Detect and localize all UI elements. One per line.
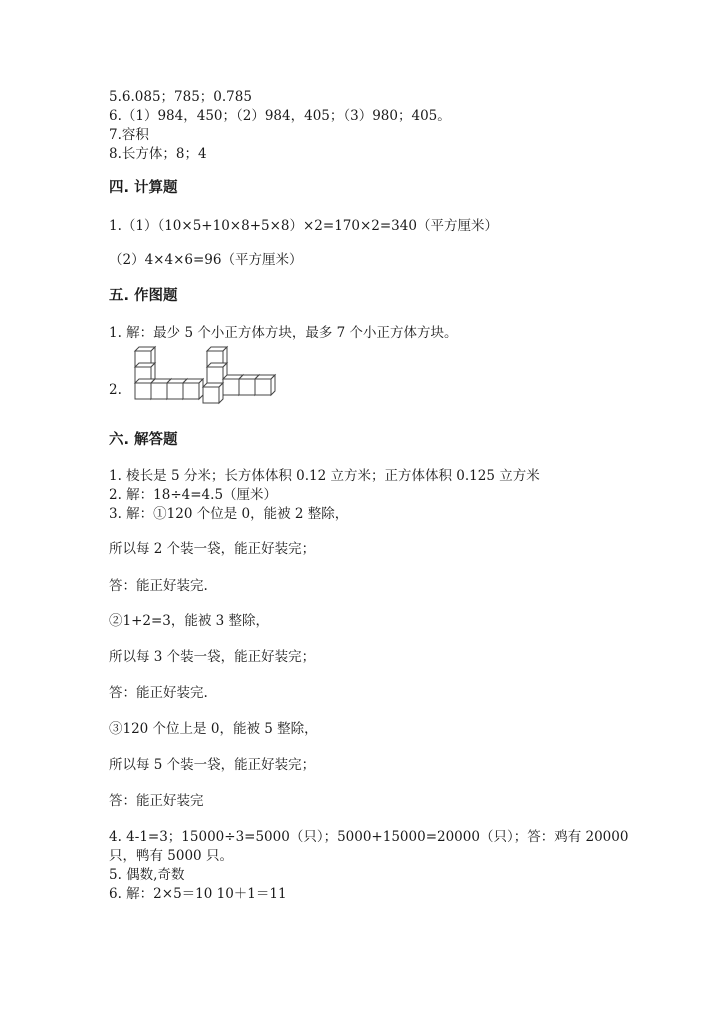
section-heading-drawing: 五. 作图题 [109, 288, 178, 304]
figure-number: 2. [109, 382, 122, 398]
answer-line-3-7: 7.容积 [109, 127, 149, 143]
section-heading-calculation: 四. 计算题 [109, 180, 178, 196]
answer-line-6-2: 2. 解：18÷4=4.5（厘米） [109, 487, 278, 503]
answer-line-6-3f: 答：能正好装完. [109, 685, 208, 701]
answer-line-6-3i: 答：能正好装完 [109, 793, 204, 809]
answer-line-6-1: 1. 棱长是 5 分米；长方体体积 0.12 立方米；正方体体积 0.125 立方米 [109, 468, 540, 484]
answer-line-6-3d: ②1+2=3，能被 3 整除， [109, 613, 270, 629]
answer-line-6-3a: 3. 解：①120 个位是 0，能被 2 整除， [109, 506, 349, 522]
cube [255, 375, 275, 395]
answer-line-4-1: 1.（1）（10×5+10×8+5×8）×2=170×2=340（平方厘米） [109, 218, 498, 234]
answer-line-6-6: 6. 解：2×5＝10 10＋1＝11 [109, 886, 287, 902]
cube [183, 379, 203, 399]
answer-line-4-2: （2）4×4×6=96（平方厘米） [109, 252, 303, 268]
answer-line-3-5: 5.6.085；785；0.785 [109, 89, 252, 105]
answer-line-6-4a: 4. 4-1=3；15000÷3=5000（只）；5000+15000=20000（只）；答：鸡有 20000 [109, 829, 629, 845]
answer-line-6-3h: 所以每 5 个装一袋，能正好装完； [109, 757, 316, 773]
answer-line-6-3g: ③120 个位上是 0，能被 5 整除， [109, 721, 318, 737]
answer-line-6-3b: 所以每 2 个装一袋，能正好装完； [109, 541, 316, 557]
section-heading-solve: 六. 解答题 [109, 432, 178, 448]
answer-line-6-3e: 所以每 3 个装一袋，能正好装完； [109, 649, 316, 665]
answer-line-6-4b: 只，鸭有 5000 只。 [109, 848, 233, 864]
cube-figure-b [201, 343, 281, 407]
answer-line-3-8: 8.长方体；8；4 [109, 146, 207, 162]
answer-line-6-3c: 答：能正好装完. [109, 578, 208, 594]
cube [203, 383, 223, 403]
cube-figure-a [127, 343, 207, 407]
answer-line-3-6: 6.（1）984，450；（2）984，405；（3）980；405。 [109, 108, 451, 124]
answer-line-6-5: 5. 偶数,奇数 [109, 867, 185, 883]
answer-line-5-1: 1. 解：最少 5 个小正方体方块，最多 7 个小正方体方块。 [109, 325, 458, 341]
